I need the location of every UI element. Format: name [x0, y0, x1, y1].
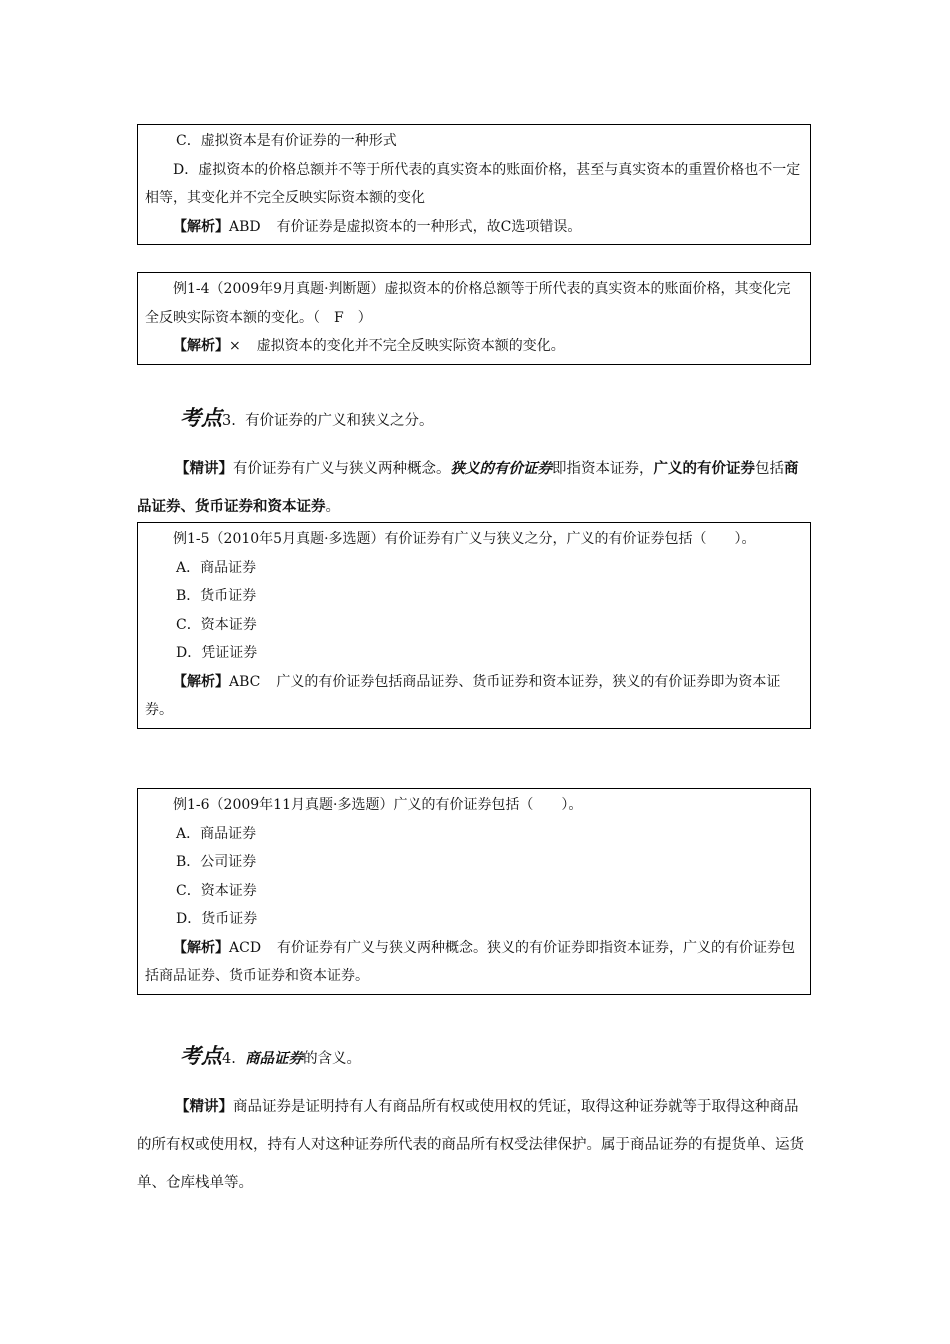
emphasis-broad: 广义的有价证券	[653, 460, 755, 477]
analysis	[145, 332, 804, 361]
question: 例1-5（2010年5月真题·多选题）有价证券有广义与狭义之分，广义的有价证券包括（ ）。	[173, 531, 756, 547]
analysis-answer: ABD	[229, 218, 261, 235]
text: 即指资本证券，	[552, 461, 654, 477]
text: 包括	[755, 461, 784, 477]
analysis-label: 【解析】	[173, 338, 229, 354]
option-c: C．资本证券	[176, 616, 257, 633]
analysis	[145, 934, 804, 991]
analysis-label: 【解析】	[173, 939, 229, 956]
option-b: B．公司证券	[176, 854, 257, 870]
analysis-answer: ABC	[229, 673, 261, 690]
point-title-rest: 的含义。	[303, 1051, 362, 1067]
option-d: D．货币证券	[176, 911, 258, 927]
example-box-1	[137, 124, 811, 245]
analysis-answer: ×	[229, 338, 241, 354]
example-box-3	[137, 522, 811, 729]
question: 例1-6（2009年11月真题·多选题）广义的有价证券包括（ ）。	[173, 797, 583, 813]
example-box-2	[137, 272, 811, 365]
point-label: 考点	[180, 1043, 222, 1068]
option-d: D．虚拟资本的价格总额并不等于所代表的真实资本的账面价格，甚至与真实资本的重置价格也不一定相等，其变化并不完全反映实际资本额的变化	[145, 161, 801, 206]
point-title: 有价证券的广义和狭义之分。	[245, 413, 434, 429]
jingjiang-label: 【精讲】	[175, 460, 233, 477]
option-a: A．商品证券	[176, 825, 257, 842]
analysis-label: 【解析】	[173, 218, 229, 235]
text: 商品证券是证明持有人有商品所有权或使用权的凭证，取得这种证券就等于取得这种商品的所有权或使用权，持有人对这种证券所代表的商品所有权受法律保护。属于商品证券的有提货单、运货单、仓库栈单等。	[137, 1099, 804, 1191]
point-number: 3.	[222, 413, 236, 429]
point-4-explanation	[137, 1088, 805, 1202]
point-3-explanation	[137, 450, 805, 526]
point-label: 考点	[180, 405, 222, 430]
emphasis-types: 商品证券、货币证券和资本证券	[137, 460, 799, 515]
analysis-label: 【解析】	[173, 673, 229, 690]
analysis-text: 虚拟资本的变化并不完全反映实际资本额的变化。	[256, 338, 565, 354]
emphasis-narrow: 狭义的有价证券	[450, 460, 552, 477]
point-4-heading	[180, 1043, 362, 1069]
option-c: C．虚拟资本是有价证券的一种形式	[176, 133, 397, 149]
option-d: D．凭证证券	[176, 645, 258, 661]
analysis	[145, 668, 804, 725]
point-title-bold: 商品证券	[245, 1050, 304, 1067]
option-c: C．资本证券	[176, 882, 257, 899]
analysis-text: 有价证券有广义与狭义两种概念。狭义的有价证券即指资本证券，广义的有价证券包括商品证券、货币证券和资本证券。	[145, 939, 796, 984]
point-number: 4.	[222, 1051, 236, 1067]
option-a: A．商品证券	[176, 559, 257, 576]
analysis-text: 有价证券是虚拟资本的一种形式，故C选项错误。	[276, 218, 582, 235]
analysis-answer: ACD	[229, 939, 262, 956]
text: 。	[325, 499, 340, 515]
option-b: B．货币证券	[176, 588, 257, 604]
analysis-text: 广义的有价证券包括商品证券、货币证券和资本证券，狭义的有价证券即为资本证券。	[145, 673, 781, 718]
example-box-4	[137, 788, 811, 995]
jingjiang-label: 【精讲】	[175, 1098, 233, 1115]
analysis	[145, 213, 804, 242]
question: 例1-4（2009年9月真题·判断题）虚拟资本的价格总额等于所代表的真实资本的账面价格，其变化完全反映实际资本额的变化。（ F ）	[145, 281, 791, 326]
point-3-heading	[180, 405, 434, 431]
text: 有价证券有广义与狭义两种概念。	[233, 461, 451, 477]
